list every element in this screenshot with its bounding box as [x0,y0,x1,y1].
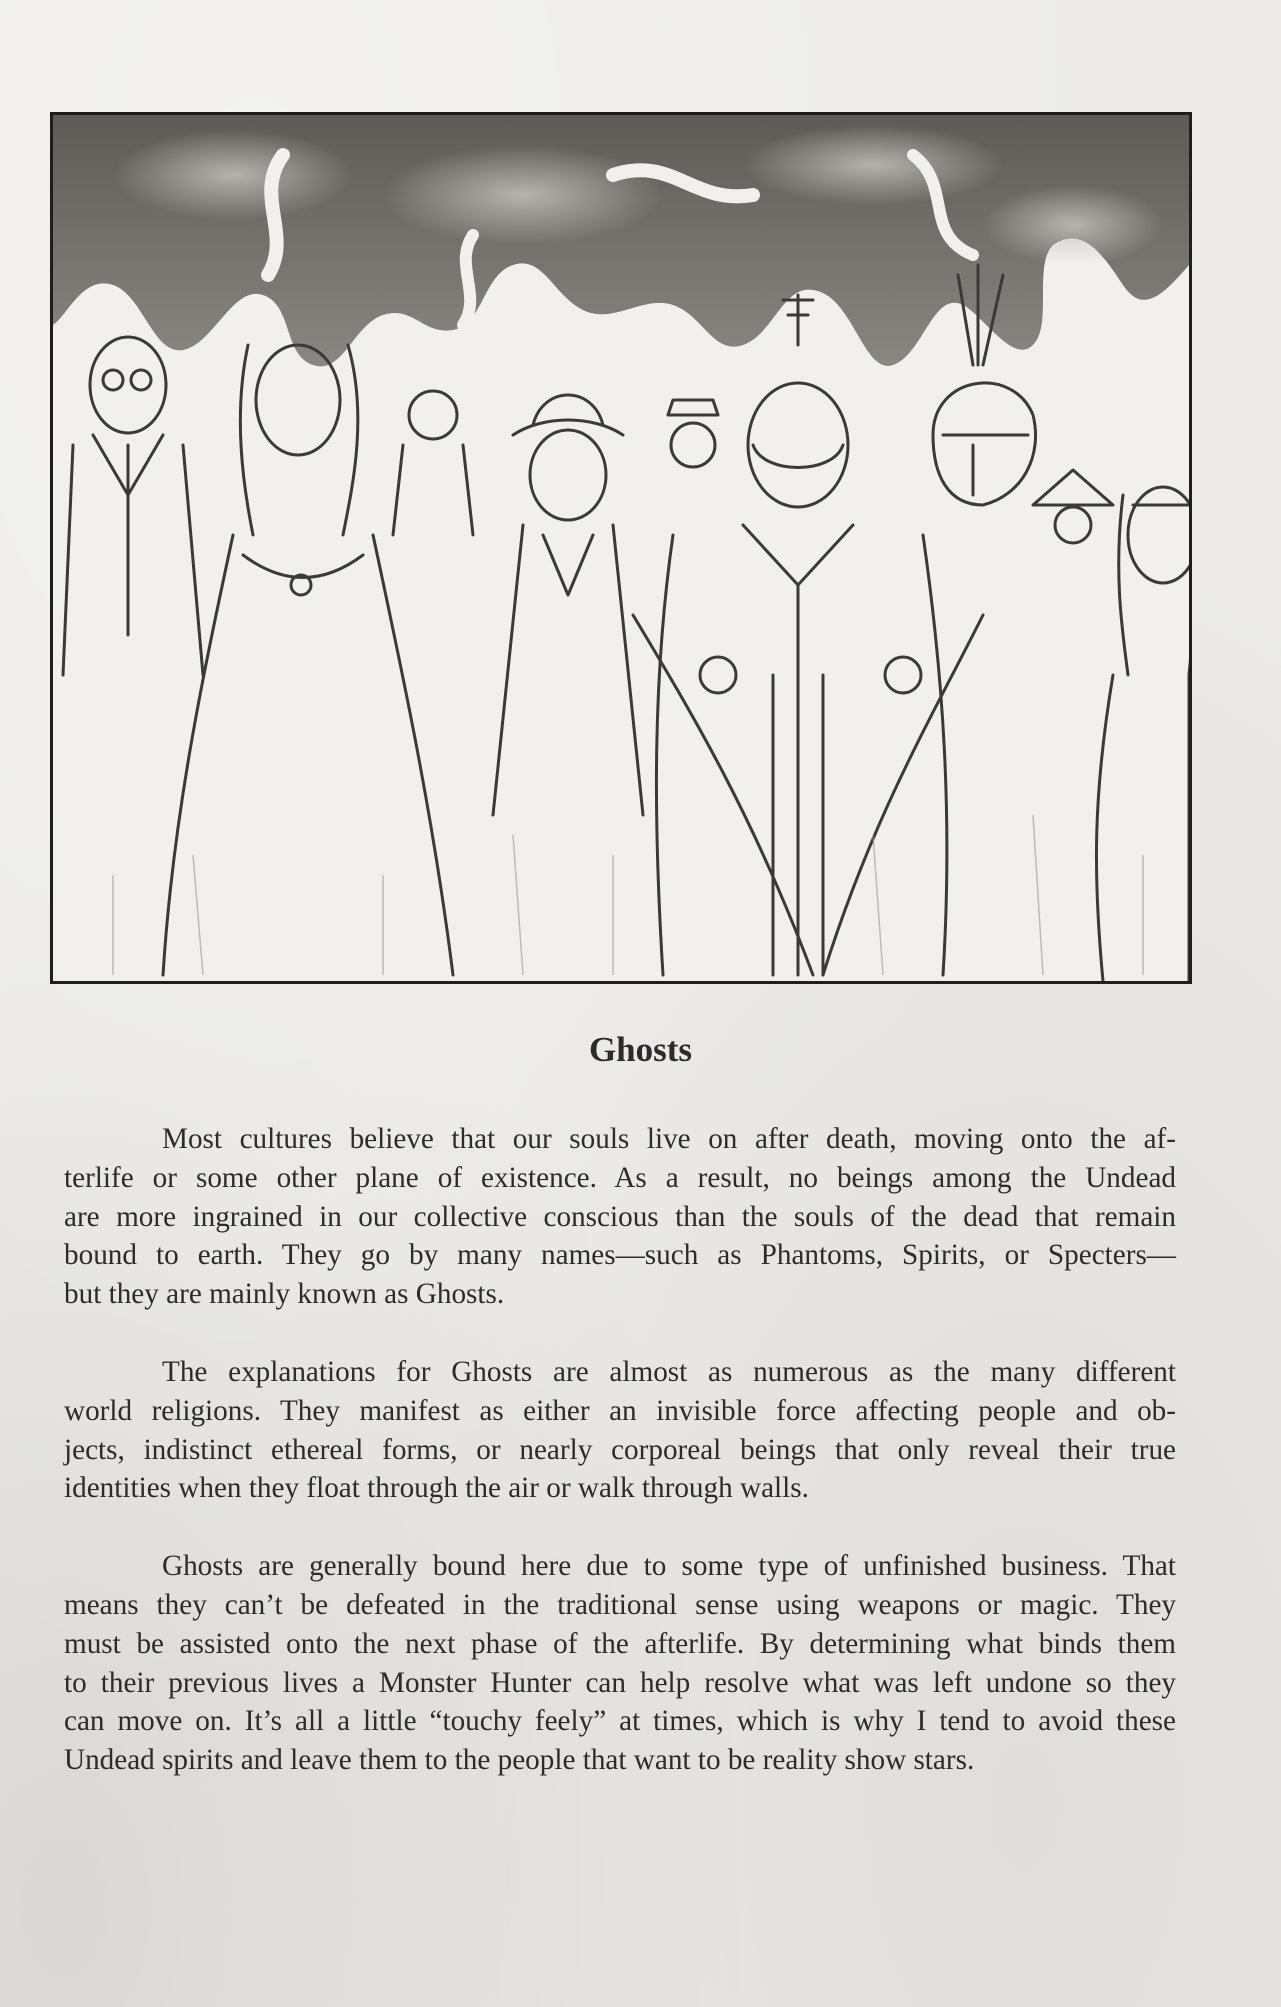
text-line: terlife or some other plane of existence. As a result, no beings among the Undead [64,1161,1176,1194]
text-line: but they are mainly known as Ghosts. [64,1278,505,1311]
text-line: identities when they float through the air or walk through walls. [64,1472,809,1505]
text-line: bound to earth. They go by many names—such as Phantoms, Spirits, or Specters— [64,1239,1176,1272]
ghosts-illustration [50,112,1192,984]
text-line: The explanations for Ghosts are almost as numerous as the many different [162,1355,1176,1388]
page-title: Ghosts [588,1030,693,1069]
text-line: can move on. It’s all a little “touchy feely” at times, which is why I tend to avoid these [64,1705,1176,1738]
paragraph-3 [64,1547,1176,1780]
paragraph-2 [64,1353,1176,1508]
text-line: Most cultures believe that our souls live on after death, moving onto the af- [162,1123,1176,1155]
text-line: are more ingrained in our collective conscious than the souls of the dead that remain [64,1200,1176,1233]
text-line: world religions. They manifest as either an invisible force affecting people and ob- [64,1394,1176,1427]
body-text [64,1120,1176,1819]
text-line: jects, indistinct ethereal forms, or nearly corporeal beings that only reveal their true [64,1433,1176,1466]
text-line: Ghosts are generally bound here due to some type of unfinished business. That [162,1550,1176,1583]
text-line: must be assisted onto the next phase of the afterlife. By determining what binds them [64,1627,1176,1660]
text-line: means they can’t be defeated in the traditional sense using weapons or magic. They [64,1588,1176,1621]
text-line: Undead spirits and leave them to the people that want to be reality show stars. [64,1744,975,1777]
paragraph-1 [64,1120,1176,1314]
text-line: to their previous lives a Monster Hunter can help resolve what was left undone so they [64,1666,1176,1699]
ghost-figures-illustration-icon [53,115,1189,981]
